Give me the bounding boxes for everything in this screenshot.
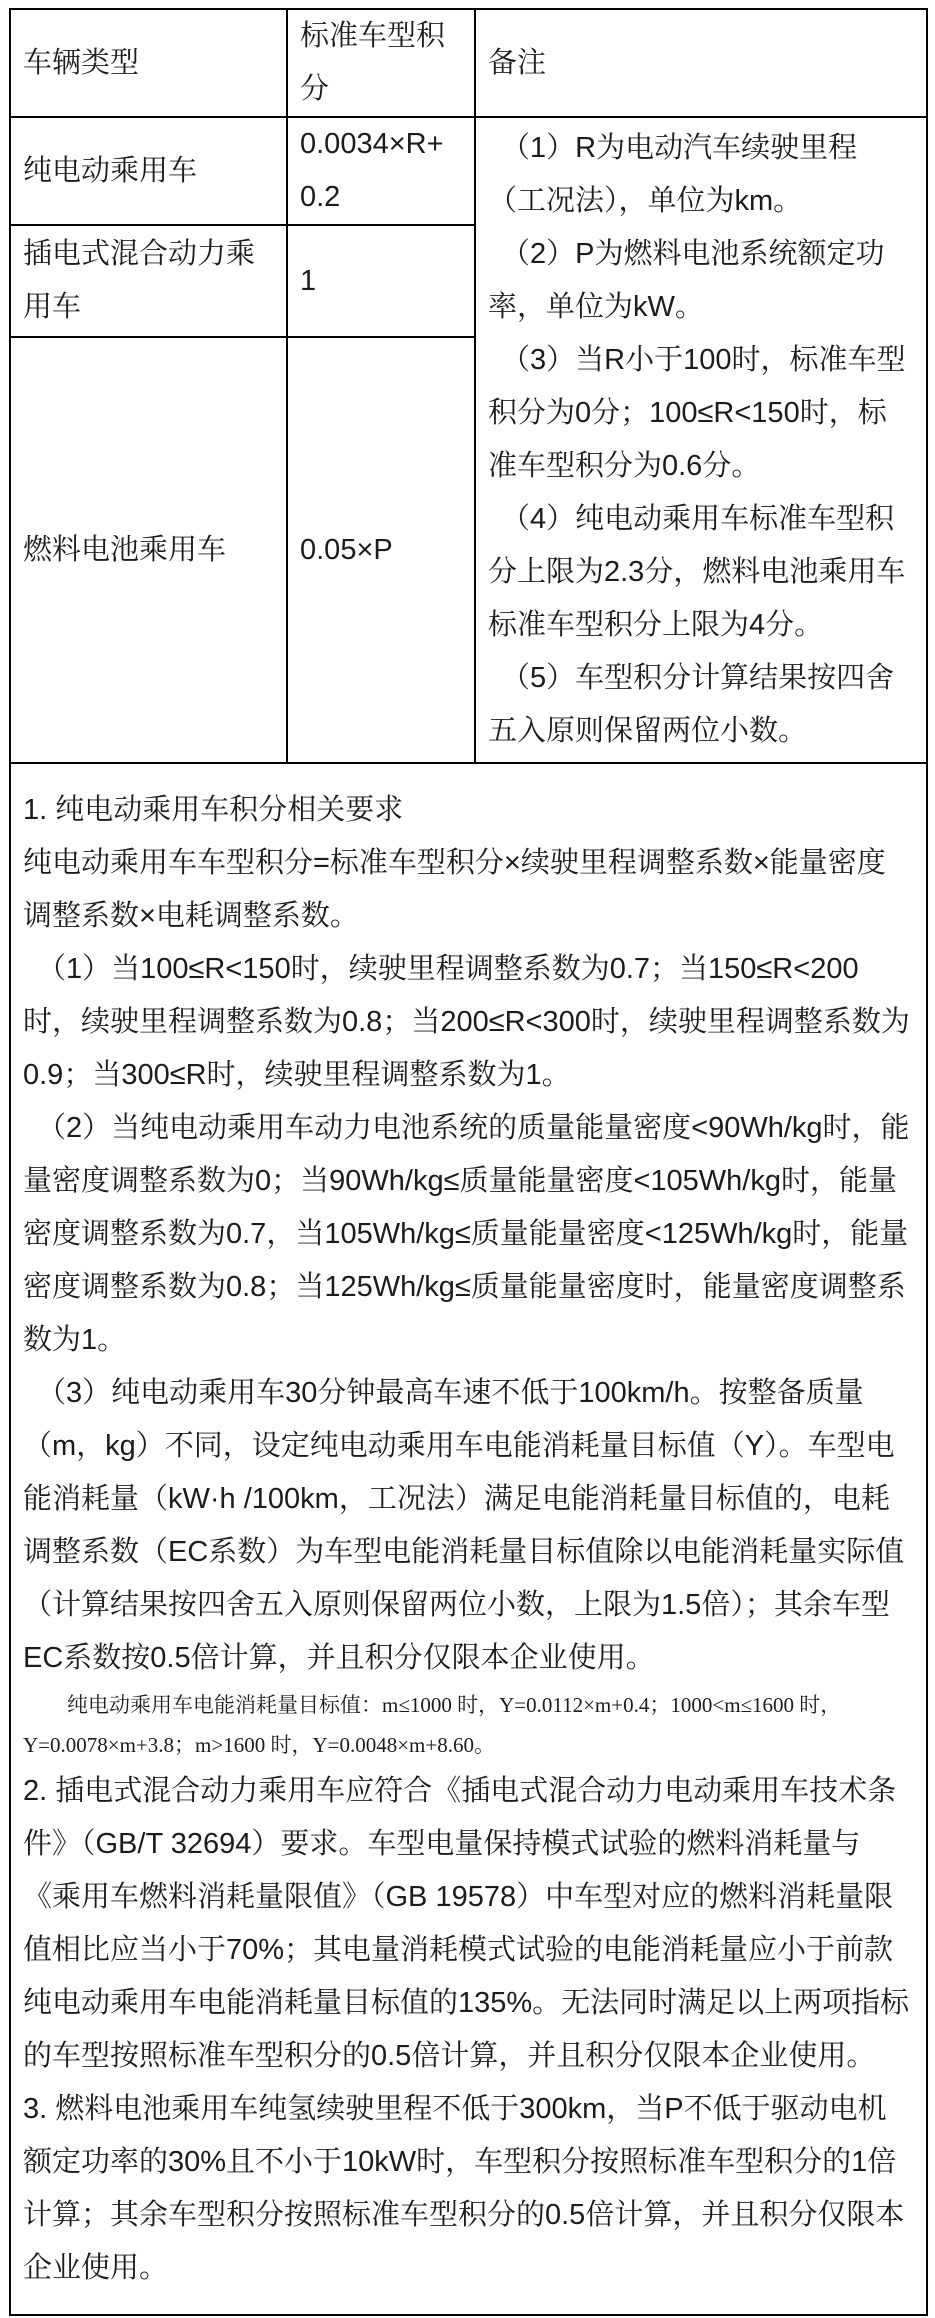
- header-remarks: 备注: [475, 9, 927, 117]
- note-section1-formula: 纯电动乘用车车型积分=标准车型积分×续驶里程调整系数×能量密度调整系数×电耗调整系数。: [23, 846, 886, 932]
- cell-phev-score: 1: [287, 225, 475, 337]
- notes-section: [10, 763, 927, 2315]
- notes-row: [10, 763, 927, 2315]
- remark-item-4: （4）纯电动乘用车标准车型积分上限为2.3分，燃料电池乘用车标准车型积分上限为4分。: [488, 503, 906, 641]
- note-section2: 2. 插电式混合动力乘用车应符合《插电式混合动力电动乘用车技术条件》（GB/T 32694）要求。车型电量保持模式试验的燃料消耗量与《乘用车燃料消耗量限值》（GB 19578）中车型对应的燃料消耗量限值相比应当小于70%；其电量消耗模式试验的电能消耗量应小于前款纯电动乘用车电能消耗量目标值的135%。无法同时满足以上两项指标的车型按照标准车型积分的0.5倍计算，并且积分仅限本企业使用。: [23, 1774, 910, 2072]
- note-section1-title: 1. 纯电动乘用车积分相关要求: [23, 793, 404, 826]
- table-row-bev: [10, 117, 927, 225]
- table-header-row: [10, 9, 927, 117]
- cell-fcev-type: 燃料电池乘用车: [10, 337, 287, 763]
- cell-phev-type: 插电式混合动力乘用车: [10, 225, 287, 337]
- note-section3: 3. 燃料电池乘用车纯氢续驶里程不低于300km，当P不低于驱动电机额定功率的30%且不小于10kW时，车型积分按照标准车型积分的1倍计算；其余车型积分按照标准车型积分的0.5倍计算，并且积分仅限本企业使用。: [23, 2092, 905, 2284]
- remark-item-5: （5）车型积分计算结果按四舍五入原则保留两位小数。: [488, 662, 895, 747]
- remark-item-2: （2）P为燃料电池系统额定功率，单位为kW。: [488, 238, 885, 323]
- note-section1-item-1: （1）当100≤R<150时，续驶里程调整系数为0.7；当150≤R<200时，续驶里程调整系数为0.8；当200≤R<300时，续驶里程调整系数为0.9；当300≤R时，续驶里程调整系数为1。: [23, 952, 910, 1091]
- cell-bev-type: 纯电动乘用车: [10, 117, 287, 225]
- remark-item-1: （1）R为电动汽车续驶里程（工况法），单位为km。: [488, 132, 858, 217]
- cell-bev-score: 0.0034×R+0.2: [287, 117, 475, 225]
- note-section1-item-3: （3）纯电动乘用车30分钟最高车速不低于100km/h。按整备质量（m，kg）不同，设定纯电动乘用车电能消耗量目标值（Y）。车型电能消耗量（kW·h /100km，工况法）满足电能消耗量目标值的，电耗调整系数（EC系数）为车型电能消耗量目标值除以电能消耗量实际值（计算结果按四舍五入原则保留两位小数，上限为1.5倍）；其余车型EC系数按0.5倍计算，并且积分仅限本企业使用。: [23, 1376, 905, 1674]
- note-energy-target-formula: 纯电动乘用车电能消耗量目标值：m≤1000 时，Y=0.0112×m+0.4；1000<m≤1600 时，Y=0.0078×m+3.8；m>1600 时，Y=0.0048×m+8.60。: [23, 1692, 842, 1757]
- note-section1-item-2: （2）当纯电动乘用车动力电池系统的质量能量密度<90Wh/kg时，能量密度调整系数为0；当90Wh/kg≤质量能量密度<105Wh/kg时，能量密度调整系数为0.7，当105Wh/kg≤质量能量密度<125Wh/kg时，能量密度调整系数为0.8；当125Wh/kg≤质量能量密度时，能量密度调整系数为1。: [23, 1111, 910, 1356]
- remark-item-3: （3）当R小于100时，标准车型积分为0分；100≤R<150时，标准车型积分为0.6分。: [488, 344, 906, 482]
- cell-remarks: [475, 117, 927, 763]
- header-vehicle-type: 车辆类型: [10, 9, 287, 117]
- header-standard-score: 标准车型积分: [287, 9, 475, 117]
- nev-credit-table: [9, 8, 928, 2316]
- cell-fcev-score: 0.05×P: [287, 337, 475, 763]
